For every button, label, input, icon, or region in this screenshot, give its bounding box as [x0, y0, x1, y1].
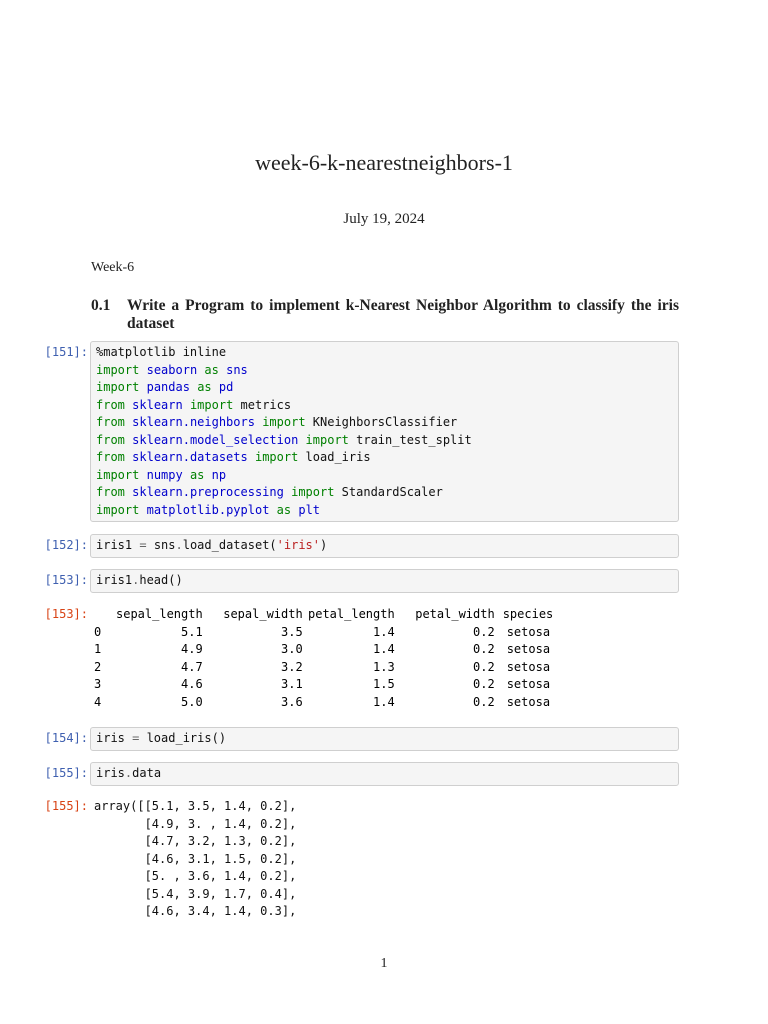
code-token: .: [124, 766, 133, 780]
code-token: [298, 433, 305, 447]
code-token: load_iris(): [139, 731, 227, 745]
code-input[interactable]: [90, 341, 679, 522]
code-token: matplotlib.pyplot: [146, 502, 270, 517]
document-title: week-6-k-nearestneighbors-1: [255, 150, 513, 175]
table-cell: 3.1: [281, 677, 303, 691]
code-line: [96, 362, 673, 380]
table-row: [94, 694, 553, 712]
code-token: [269, 503, 276, 517]
code-line: [96, 344, 673, 362]
code-token: sns: [226, 362, 248, 377]
code-token: [139, 363, 146, 377]
code-token: import: [96, 362, 140, 377]
code-token: head(): [139, 573, 183, 587]
code-token: [212, 380, 219, 394]
code-token: plt: [298, 502, 321, 517]
code-line: [96, 572, 673, 590]
code-token: pandas: [146, 380, 190, 394]
code-token: 'iris': [276, 538, 321, 552]
input-prompt: [154]:: [44, 731, 88, 745]
table-cell: 1.4: [373, 694, 395, 709]
code-token: import: [96, 467, 140, 482]
table-row: [94, 641, 553, 659]
table-cell: 5.1: [181, 624, 203, 639]
code-line: [96, 414, 673, 432]
code-token: from: [96, 432, 125, 447]
section-heading: [91, 297, 679, 333]
table-cell: 3.5: [281, 624, 303, 639]
code-token: [204, 468, 211, 482]
code-token: sns: [146, 538, 176, 552]
code-line: [96, 730, 673, 748]
code-token: numpy: [146, 467, 183, 482]
code-token: from: [96, 450, 125, 464]
code-line: [96, 397, 673, 415]
code-token: [139, 503, 146, 517]
code-line: [96, 379, 673, 397]
code-token: StandardScaler: [334, 485, 443, 499]
code-token: iris: [96, 731, 133, 745]
code-line: [96, 467, 673, 485]
code-token: [219, 363, 226, 377]
code-input[interactable]: [90, 534, 679, 558]
row-index: 4: [94, 694, 102, 709]
code-input[interactable]: [90, 727, 679, 751]
array-output: [94, 798, 296, 921]
row-index: 3: [94, 677, 102, 691]
output-prompt: [153]:: [44, 607, 88, 621]
output-line: array([[5.1, 3.5, 1.4, 0.2],: [94, 799, 297, 813]
table-cell: 0.2: [473, 642, 495, 656]
code-token: import: [305, 432, 349, 447]
code-token: sklearn.preprocessing: [132, 485, 284, 499]
section-number: 0.1: [91, 297, 111, 314]
dataframe-header-row: [94, 606, 553, 624]
input-prompt: [151]:: [44, 345, 88, 359]
dataframe-output: [94, 606, 553, 711]
code-token: ): [320, 538, 328, 552]
output-line: [4.6, 3.1, 1.5, 0.2],: [94, 851, 297, 866]
code-line: [96, 765, 673, 783]
table-cell: 4.9: [181, 642, 203, 656]
table-cell: setosa: [506, 624, 551, 639]
table-cell: setosa: [506, 677, 551, 691]
code-token: [183, 468, 190, 482]
code-token: .: [175, 538, 183, 552]
column-header: petal_width: [415, 607, 495, 621]
code-token: [139, 468, 146, 482]
row-index: 1: [94, 642, 102, 656]
table-cell: 1.5: [373, 677, 395, 691]
code-token: seaborn: [146, 362, 198, 377]
code-token: pd: [218, 380, 234, 394]
table-cell: setosa: [506, 694, 551, 709]
row-index: 0: [94, 624, 102, 639]
code-token: .: [132, 573, 140, 587]
table-cell: 0.2: [473, 624, 495, 639]
code-token: [183, 398, 190, 412]
code-token: sklearn.datasets: [132, 450, 248, 464]
column-header: sepal_width: [223, 607, 303, 621]
table-cell: 4.7: [181, 659, 203, 674]
code-token: from: [96, 485, 125, 499]
code-token: from: [96, 415, 125, 429]
code-token: from: [96, 397, 125, 412]
code-token: import: [96, 380, 140, 394]
week-label: Week-6: [91, 260, 135, 275]
code-token: import: [291, 485, 335, 499]
code-token: load_dataset(: [182, 538, 277, 552]
table-cell: 3.6: [281, 694, 303, 709]
table-cell: 1.4: [373, 642, 395, 656]
code-line: [96, 484, 673, 502]
code-token: as: [276, 502, 292, 517]
code-input[interactable]: [90, 762, 679, 786]
code-token: KNeighborsClassifier: [305, 415, 458, 429]
code-token: as: [189, 467, 205, 482]
code-token: sklearn.model_selection: [132, 432, 299, 447]
code-token: [248, 450, 255, 464]
table-cell: 5.0: [181, 694, 203, 709]
code-token: import: [96, 502, 140, 517]
output-line: [5.4, 3.9, 1.7, 0.4],: [94, 886, 297, 901]
code-token: as: [197, 380, 212, 394]
code-line: [96, 502, 673, 520]
table-row: [94, 676, 553, 694]
code-token: import: [254, 450, 299, 464]
code-token: data: [132, 766, 162, 780]
table-cell: setosa: [506, 642, 551, 656]
code-token: metrics: [233, 397, 292, 412]
code-token: import: [189, 397, 234, 412]
page-number: 1: [380, 956, 388, 971]
output-line: [5. , 3.6, 1.4, 0.2],: [94, 869, 297, 883]
code-line: [96, 537, 673, 555]
document-date: July 19, 2024: [343, 211, 425, 227]
output-line: [4.9, 3. , 1.4, 0.2],: [94, 816, 297, 831]
code-token: as: [204, 362, 219, 377]
table-cell: 1.4: [373, 624, 395, 639]
code-token: load_iris: [298, 450, 371, 464]
column-header: [94, 606, 116, 624]
column-header: species: [502, 607, 554, 621]
section-title: Write a Program to implement k-Nearest Neighbor Algorithm to classify the iris dataset: [127, 297, 679, 332]
code-token: iris1: [96, 538, 140, 552]
output-prompt: [155]:: [44, 799, 88, 813]
table-cell: 3.0: [281, 642, 303, 656]
table-cell: setosa: [506, 659, 551, 674]
table-cell: 1.3: [373, 659, 395, 674]
code-line: [96, 449, 673, 467]
table-cell: 0.2: [473, 659, 495, 674]
code-token: [139, 380, 146, 394]
code-token: np: [211, 467, 227, 482]
table-cell: 4.6: [181, 677, 203, 691]
code-token: [284, 485, 291, 499]
column-header: sepal_length: [116, 607, 203, 621]
dataframe-table: [94, 606, 553, 711]
code-input[interactable]: [90, 569, 679, 593]
code-token: train_test_split: [348, 432, 472, 447]
code-token: =: [132, 731, 140, 745]
code-token: =: [139, 538, 147, 552]
code-token: sklearn: [132, 397, 183, 412]
output-line: [4.6, 3.4, 1.4, 0.3],: [94, 904, 297, 918]
code-token: %matplotlib inline: [96, 345, 227, 359]
code-token: import: [262, 415, 306, 429]
output-line: [4.7, 3.2, 1.3, 0.2],: [94, 834, 297, 848]
table-row: [94, 659, 553, 677]
code-token: sklearn.neighbors: [132, 415, 255, 429]
input-prompt: [152]:: [44, 538, 88, 552]
input-prompt: [155]:: [44, 766, 88, 780]
code-token: iris: [96, 766, 125, 780]
table-cell: 0.2: [473, 677, 495, 691]
input-prompt: [153]:: [44, 573, 88, 587]
table-row: [94, 624, 553, 642]
code-line: [96, 432, 673, 450]
code-token: iris1: [96, 573, 133, 587]
column-header: petal_length: [308, 607, 395, 621]
table-cell: 3.2: [281, 659, 303, 674]
row-index: 2: [94, 659, 102, 674]
table-cell: 0.2: [473, 694, 495, 709]
